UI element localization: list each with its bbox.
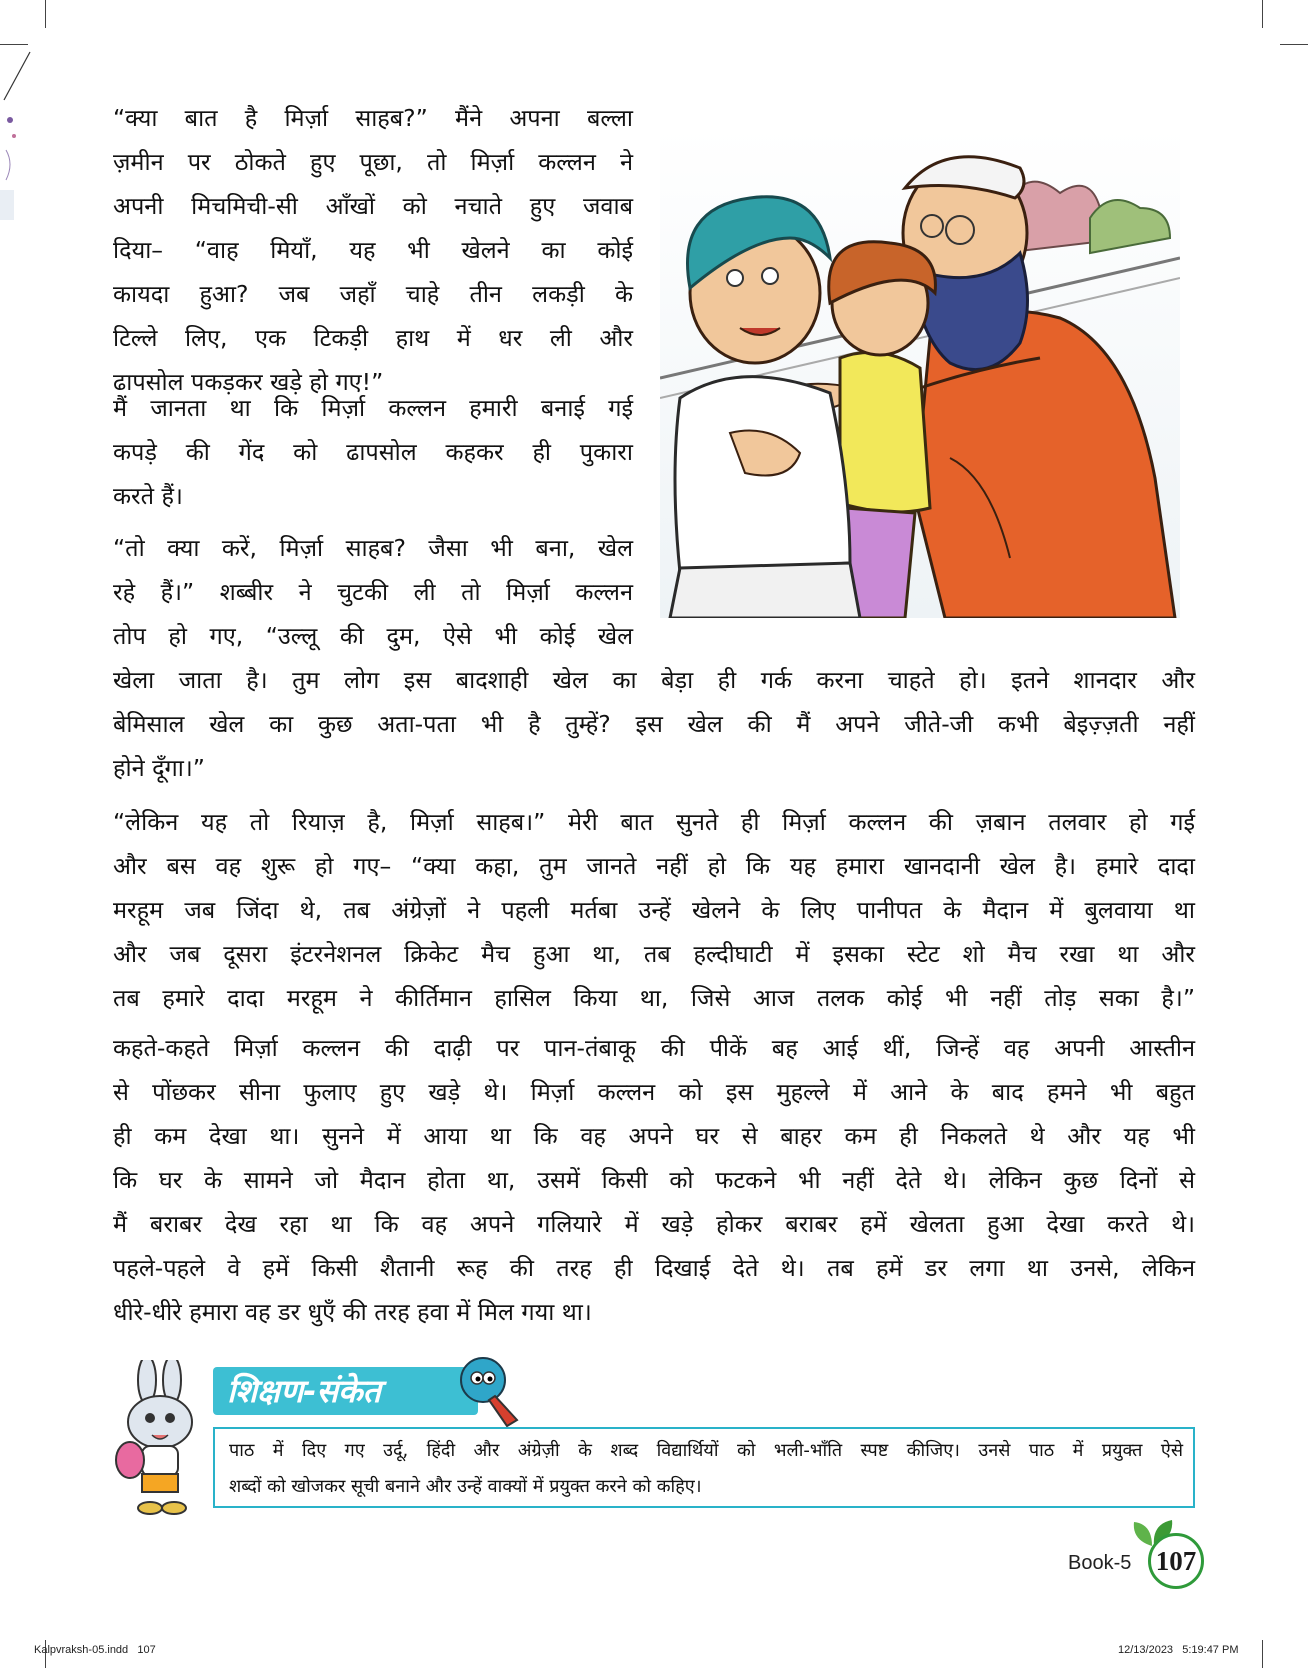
pencil-mascot-icon (455, 1352, 525, 1432)
crop-mark (45, 0, 46, 28)
story-illustration (660, 128, 1180, 618)
text-line: ही कम देखा था। सुनने में आया था कि वह अपने घर से बाहर कम ही निकलते थे और यह भी (113, 1122, 1195, 1150)
text-line: कि घर के सामने जो मैदान होता था, उसमें किसी को फटकने भी नहीं देते थे। लेकिन कुछ दिनों से (113, 1166, 1195, 1194)
text-line: कहते-कहते मिर्ज़ा कल्लन की दाढ़ी पर पान-तंबाकू की पीकें बह आई थीं, जिन्हें वह अपनी आस्तीन (113, 1034, 1195, 1062)
crop-mark (1262, 1640, 1263, 1668)
teaching-hint-banner: शिक्षण-संकेत (213, 1367, 478, 1415)
text-line: पाठ में दिए गए उर्दू, हिंदी और अंग्रेज़ी के शब्द विद्यार्थियों को भली-भाँति स्पष्ट कीजिए। उनसे पाठ में प्रयुक्त ऐसे (229, 1440, 1183, 1461)
text-line: मैं जानता था कि मिर्ज़ा कल्लन हमारी बनाई गई (113, 394, 633, 422)
file-slug: Kalpvraksh-05.indd 107 (34, 1644, 156, 1656)
text-line: से पोंछकर सीना फुलाए हुए खड़े थे। मिर्ज़ा कल्लन को इस मुहल्ले में आने के बाद हमने भी बहुत (113, 1078, 1195, 1106)
story-paragraph-3-wide (113, 658, 1195, 790)
text-line: शब्दों को खोजकर सूची बनाने और उन्हें वाक्यों में प्रयुक्त करने को कहिए। (229, 1476, 702, 1497)
story-paragraph-5 (113, 1026, 1195, 1334)
text-line: तब हमारे दादा मरहूम ने कीर्तिमान हासिल किया था, जिसे आज तलक कोई भी नहीं तोड़ सका है।” (113, 984, 1195, 1012)
text-line: और जब दूसरा इंटरनेशनल क्रिकेट मैच हुआ था, तब हल्दीघाटी में इसका स्टेट शो मैच रखा था और (113, 940, 1195, 968)
text-line: दिया– “वाह मियाँ, यह भी खेलने का कोई (113, 236, 633, 264)
story-paragraph-4 (113, 800, 1195, 1020)
print-timestamp: 12/13/2023 5:19:47 PM (1118, 1644, 1239, 1656)
rabbit-mascot-icon (112, 1360, 212, 1520)
text-line: अपनी मिचमिची-सी आँखों को नचाते हुए जवाब (113, 192, 633, 220)
story-paragraph-2 (113, 386, 633, 518)
text-line: पहले-पहले वे हमें किसी शैतानी रूह की तरह ही दिखाई देते थे। तब हमें डर लगा था उनसे, लेकिन (113, 1254, 1195, 1282)
text-line: खेला जाता है। तुम लोग इस बादशाही खेल का बेड़ा ही गर्क करना चाहते हो। इतने शानदार और (113, 666, 1195, 694)
text-line: कायदा हुआ? जब जहाँ चाहे तीन लकड़ी के (113, 280, 633, 308)
text-line: टिल्ले लिए, एक टिकड़ी हाथ में धर ली और (113, 324, 633, 352)
text-line: ज़मीन पर ठोकते हुए पूछा, तो मिर्ज़ा कल्लन ने (113, 148, 633, 176)
text-line: तोप हो गए, “उल्लू की दुम, ऐसे भी कोई खेल (113, 622, 633, 650)
story-paragraph-3-narrow (113, 526, 633, 658)
edge-decoration (0, 40, 40, 220)
text-line: “क्या बात है मिर्ज़ा साहब?” मैंने अपना बल्ला (113, 104, 633, 132)
text-line: “लेकिन यह तो रियाज़ है, मिर्ज़ा साहब।” मेरी बात सुनते ही मिर्ज़ा कल्लन की ज़बान तलवार हो गई (113, 808, 1195, 836)
text-line: रहे हैं।” शब्बीर ने चुटकी ली तो मिर्ज़ा कल्लन (113, 578, 633, 606)
text-line: बेमिसाल खेल का कुछ अता-पता भी है तुम्हें? इस खेल की मैं अपने जीते-जी कभी बेइज़्ज़ती नहीं (113, 710, 1195, 738)
text-line: होने दूँगा।” (113, 754, 205, 782)
crop-mark (1262, 0, 1263, 28)
text-line: कपड़े की गेंद को ढापसोल कहकर ही पुकारा (113, 438, 633, 466)
text-line: और बस वह शुरू हो गए– “क्या कहा, तुम जानते नहीं हो कि यह हमारा खानदानी खेल है। हमारे दादा (113, 852, 1195, 880)
text-line: मरहूम जब जिंदा थे, तब अंग्रेज़ों ने पहली मर्तबा उन्हें खेलने के लिए पानीपत के मैदान में बुलवाया था (113, 896, 1195, 924)
text-line: ढापसोल पकड़कर खड़े हो गए!” (113, 368, 384, 396)
text-line: करते हैं। (113, 482, 183, 510)
text-line: धीरे-धीरे हमारा वह डर धुएँ की तरह हवा में मिल गया था। (113, 1298, 592, 1326)
book-label: Book-5 (1068, 1552, 1132, 1574)
crop-mark (1280, 44, 1308, 45)
story-paragraph-1 (113, 96, 633, 404)
teaching-hint-box (213, 1427, 1195, 1508)
page-number: 107 (1148, 1533, 1204, 1589)
text-line: मैं बराबर देख रहा था कि वह अपने गलियारे में खड़े होकर बराबर हमें खेलता हुआ देखा करते थे। (113, 1210, 1195, 1238)
text-line: “तो क्या करें, मिर्ज़ा साहब? जैसा भी बना, खेल (113, 534, 633, 562)
